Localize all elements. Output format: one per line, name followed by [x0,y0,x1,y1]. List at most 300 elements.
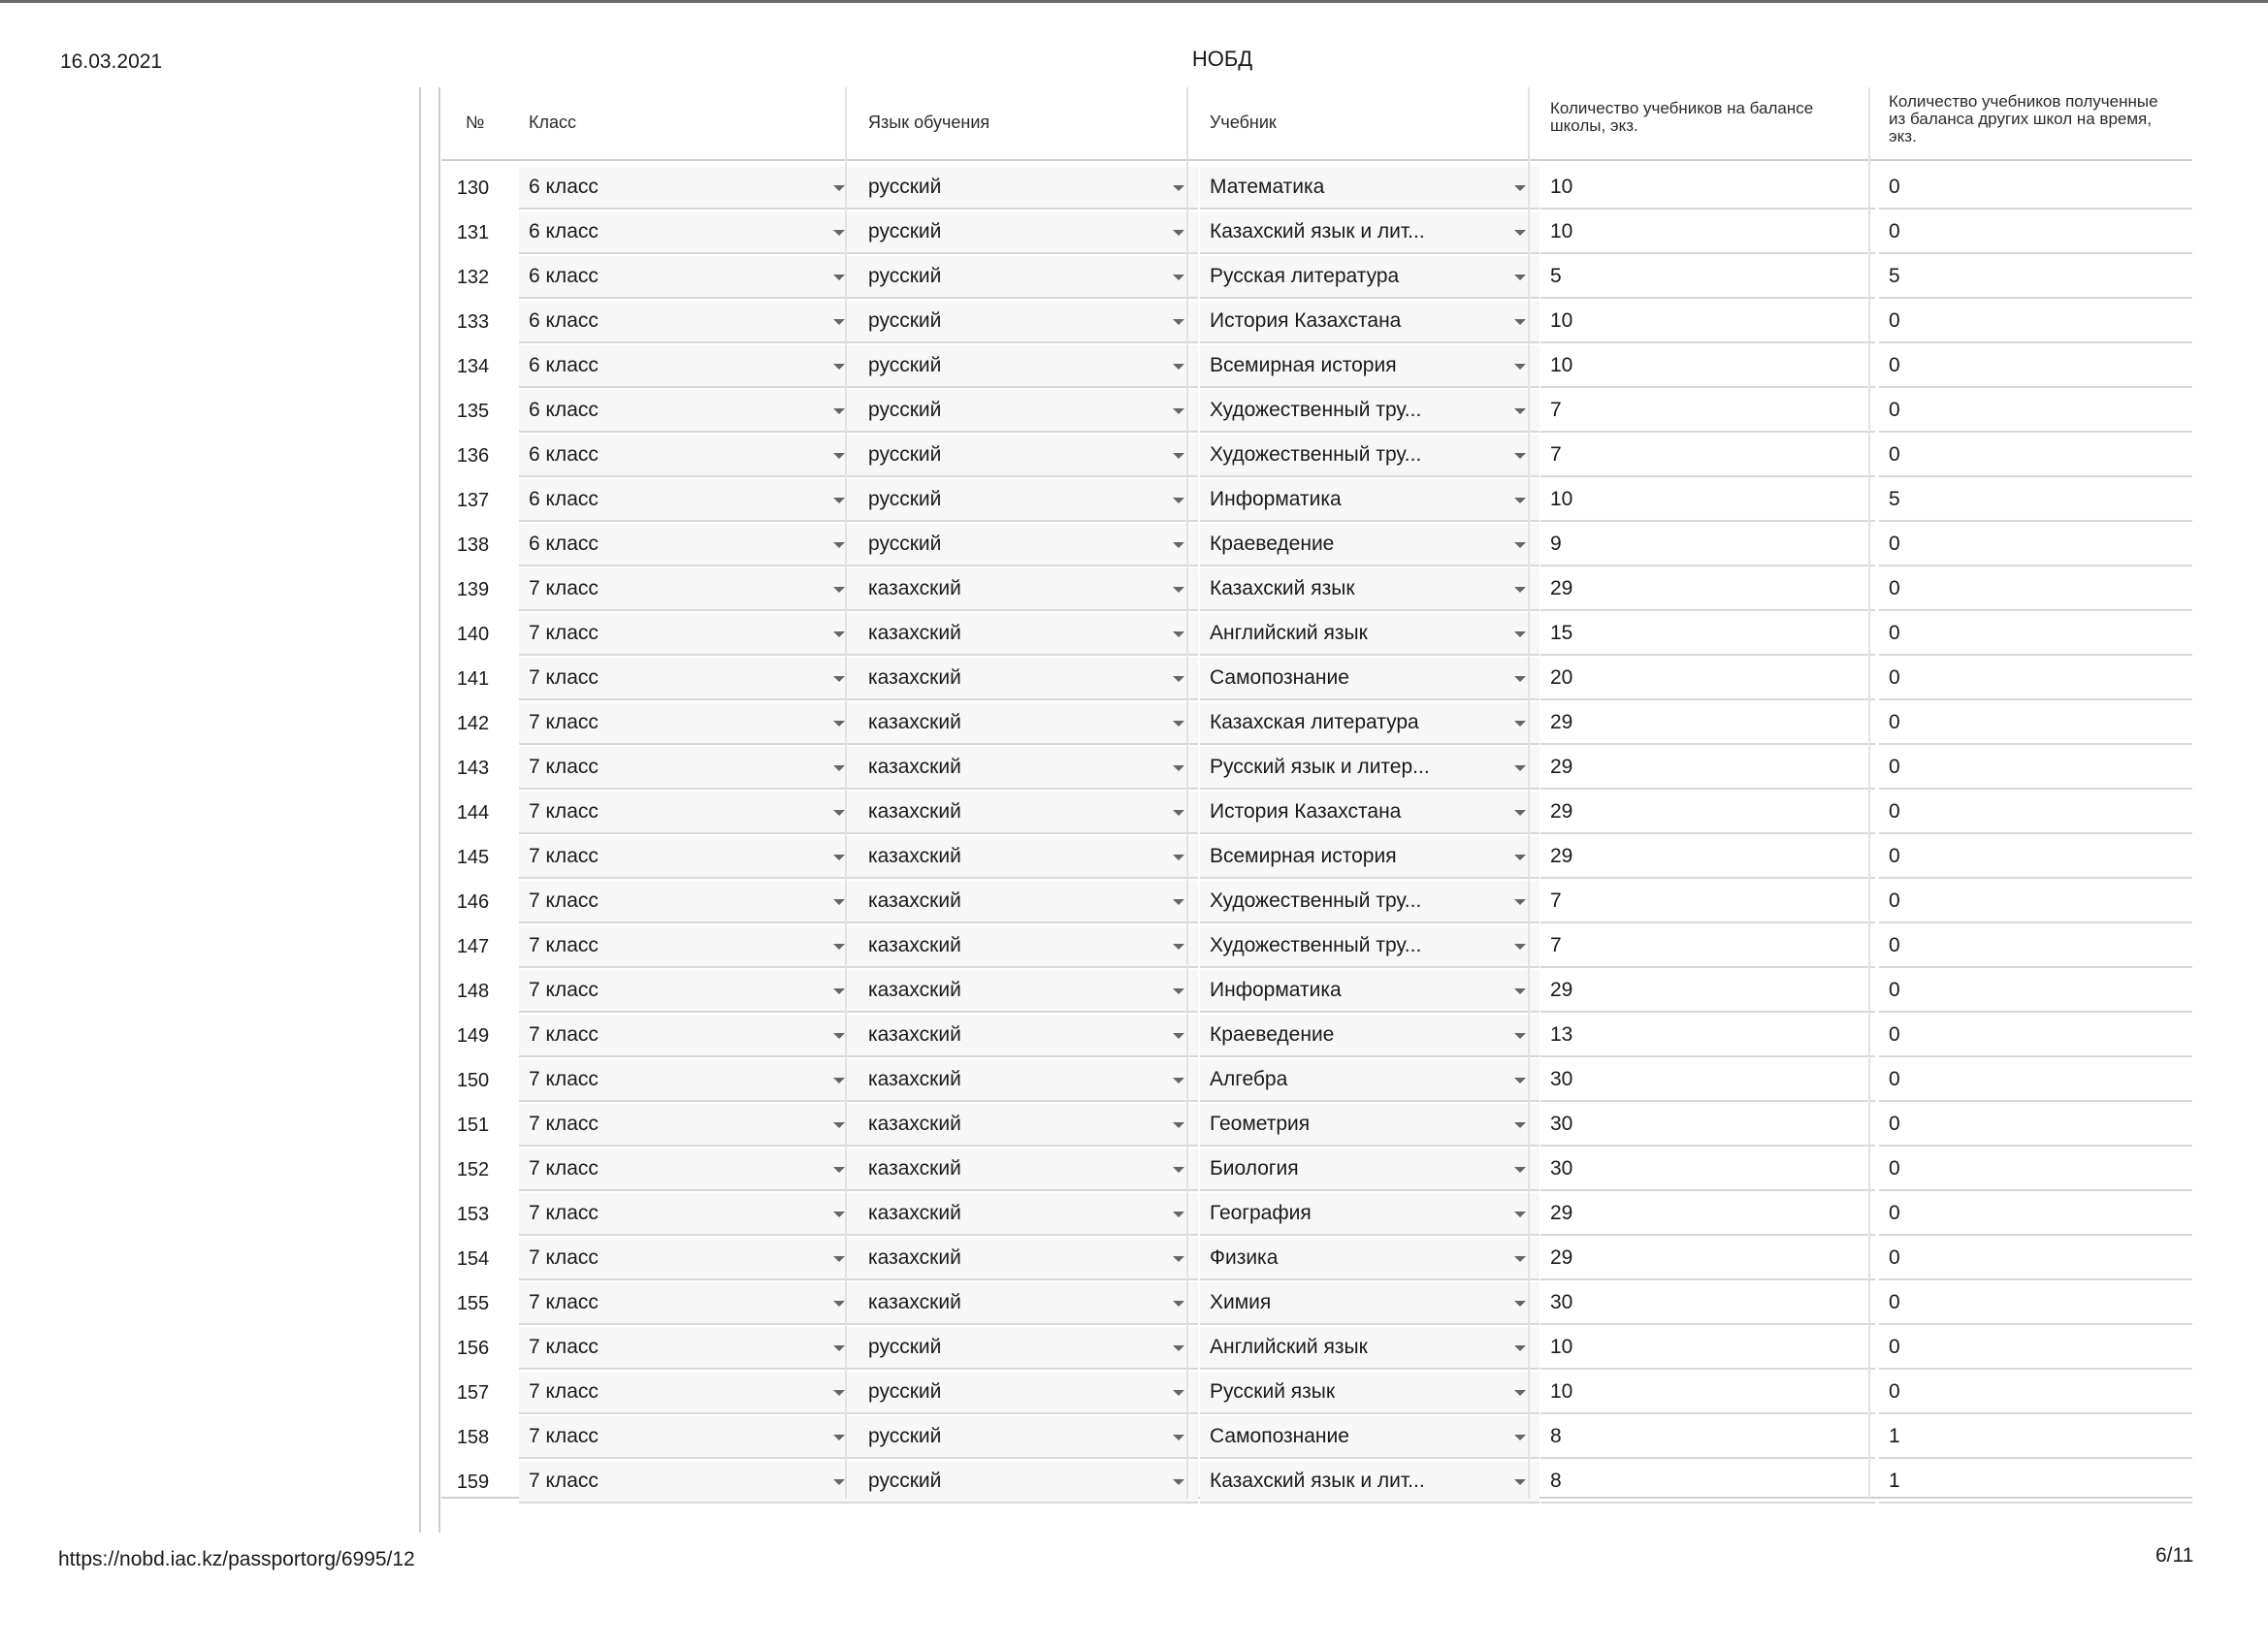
class-select-value: 7 класс [529,889,599,912]
language-select-value: русский [868,1470,942,1492]
borrowed-input[interactable]: 0 [1879,792,2192,834]
balance-input[interactable]: 15 [1540,613,1875,656]
textbook-select[interactable] [1200,524,1539,566]
borrowed-input[interactable]: 0 [1879,211,2192,254]
class-select-value: 7 класс [529,934,599,956]
language-select[interactable] [859,524,1198,566]
chevron-down-icon [1173,275,1184,280]
borrowed-input[interactable]: 0 [1879,390,2192,433]
class-select-value: 7 класс [529,1291,599,1313]
balance-input[interactable]: 10 [1540,1327,1875,1370]
class-select-value: 7 класс [529,979,599,1001]
language-select[interactable] [859,658,1198,700]
language-select-value: казахский [868,800,961,823]
chevron-down-icon [1173,1033,1184,1039]
class-select[interactable] [519,1461,859,1504]
balance-input[interactable]: 10 [1540,301,1875,343]
row-number: 157 [456,1381,490,1404]
table-row [441,970,2192,1015]
textbook-select[interactable] [1200,167,1539,210]
row-number: 138 [456,534,490,556]
chevron-down-icon [1514,364,1526,370]
class-select[interactable] [519,1059,859,1102]
col-header-borrowed [1889,85,2199,159]
borrowed-input[interactable]: 0 [1879,1193,2192,1236]
language-select[interactable] [859,345,1198,388]
class-select[interactable] [519,658,859,700]
language-select-value: казахский [868,1291,961,1313]
class-select-value: 6 класс [529,220,599,242]
class-select[interactable] [519,345,859,388]
chevron-down-icon [1173,721,1184,727]
borrowed-input[interactable]: 0 [1879,1238,2192,1280]
language-select-value: русский [868,354,942,376]
class-select[interactable] [519,792,859,834]
chevron-down-icon [1173,988,1184,994]
col-sep-4 [1868,87,1870,1499]
class-select[interactable] [519,1282,859,1325]
chevron-down-icon [833,275,845,280]
table-row [441,836,2192,881]
chevron-down-icon [833,1212,845,1217]
textbook-select[interactable] [1200,881,1539,923]
borrowed-input[interactable]: 0 [1879,301,2192,343]
textbook-select[interactable] [1200,1193,1539,1236]
class-select[interactable] [519,1327,859,1370]
chevron-down-icon [1173,587,1184,593]
table-row [441,1461,2192,1505]
chevron-down-icon [1173,1479,1184,1485]
balance-input[interactable]: 10 [1540,479,1875,522]
balance-input[interactable]: 29 [1540,792,1875,834]
balance-input[interactable]: 29 [1540,702,1875,745]
textbook-select-value: Химия [1210,1291,1272,1313]
chevron-down-icon [833,1435,845,1440]
table-row [441,1148,2192,1193]
col-sep-1 [845,87,847,1499]
chevron-down-icon [833,899,845,905]
borrowed-input[interactable]: 0 [1879,1327,2192,1370]
table-row [441,1193,2192,1238]
class-select-value: 6 класс [529,488,599,510]
class-select-value: 7 класс [529,1380,599,1403]
chevron-down-icon [1514,1301,1526,1307]
col-header-borrowed-line1: Количество учебников полученные [1889,92,2158,111]
language-select-value: русский [868,443,942,466]
class-select-value: 6 класс [529,399,599,421]
textbook-select[interactable] [1200,1372,1539,1414]
chevron-down-icon [1514,944,1526,950]
table-row [441,568,2192,613]
class-select[interactable] [519,1015,859,1057]
language-select[interactable] [859,1327,1198,1370]
chevron-down-icon [833,631,845,637]
balance-input[interactable]: 29 [1540,1238,1875,1280]
chevron-down-icon [833,1390,845,1396]
table-row [441,167,2192,211]
textbook-select-value: Русская литература [1210,265,1400,287]
language-select[interactable] [859,301,1198,343]
language-select[interactable] [859,836,1198,879]
language-select-value: русский [868,1336,942,1358]
class-select[interactable] [519,256,859,299]
language-select[interactable] [859,881,1198,923]
chevron-down-icon [1514,275,1526,280]
textbook-select-value: Информатика [1210,488,1342,510]
class-select[interactable] [519,970,859,1013]
balance-input[interactable]: 8 [1540,1461,1875,1504]
class-select-value: 6 класс [529,176,599,198]
textbook-select-value: Алгебра [1210,1068,1288,1090]
chevron-down-icon [1514,453,1526,459]
language-select-value: русский [868,533,942,555]
language-select[interactable] [859,479,1198,522]
textbook-select-value: Английский язык [1210,1336,1368,1358]
chevron-down-icon [1173,364,1184,370]
class-select[interactable] [519,1104,859,1147]
chevron-down-icon [1514,1033,1526,1039]
language-select[interactable] [859,1416,1198,1459]
table-row [441,1059,2192,1104]
class-select-value: 7 класс [529,1202,599,1224]
borrowed-input[interactable]: 0 [1879,881,2192,923]
borrowed-input[interactable]: 5 [1879,479,2192,522]
balance-input[interactable]: 7 [1540,881,1875,923]
language-select-value: русский [868,488,942,510]
borrowed-input[interactable]: 0 [1879,167,2192,210]
chevron-down-icon [833,1256,845,1262]
class-select[interactable] [519,568,859,611]
language-select[interactable] [859,792,1198,834]
class-select-value: 7 класс [529,622,599,644]
textbook-select[interactable] [1200,792,1539,834]
class-select-value: 6 класс [529,354,599,376]
language-select[interactable] [859,568,1198,611]
textbook-select[interactable] [1200,1238,1539,1280]
chevron-down-icon [1514,988,1526,994]
textbook-select[interactable] [1200,568,1539,611]
class-select-value: 7 класс [529,1157,599,1180]
borrowed-input[interactable]: 0 [1879,435,2192,477]
borrowed-input[interactable]: 0 [1879,970,2192,1013]
chevron-down-icon [1514,319,1526,325]
language-select[interactable] [859,1104,1198,1147]
class-select[interactable] [519,1372,859,1414]
textbook-select-value: Художественный тру... [1210,443,1422,466]
chevron-down-icon [833,1479,845,1485]
row-number: 149 [456,1024,490,1047]
textbook-select[interactable] [1200,658,1539,700]
textbook-select[interactable] [1200,211,1539,254]
textbook-select[interactable] [1200,970,1539,1013]
language-select-value: казахский [868,979,961,1001]
textbook-select[interactable] [1200,747,1539,790]
class-select[interactable] [519,390,859,433]
chevron-down-icon [1514,899,1526,905]
textbook-select[interactable] [1200,1148,1539,1191]
class-select-value: 7 класс [529,800,599,823]
class-select-value: 6 класс [529,443,599,466]
row-number: 154 [456,1247,490,1270]
borrowed-input[interactable]: 0 [1879,1148,2192,1191]
textbook-select[interactable] [1200,301,1539,343]
class-select-value: 7 класс [529,711,599,733]
chevron-down-icon [1514,1390,1526,1396]
balance-input[interactable]: 30 [1540,1148,1875,1191]
borrowed-input[interactable]: 0 [1879,1015,2192,1057]
textbook-select[interactable] [1200,1059,1539,1102]
language-select[interactable] [859,435,1198,477]
language-select-value: русский [868,176,942,198]
row-number: 133 [456,310,490,333]
balance-input[interactable]: 10 [1540,345,1875,388]
language-select[interactable] [859,702,1198,745]
chevron-down-icon [1173,453,1184,459]
language-select-value: казахский [868,622,961,644]
language-select[interactable] [859,211,1198,254]
class-select[interactable] [519,1193,859,1236]
textbook-select[interactable] [1200,256,1539,299]
class-select[interactable] [519,211,859,254]
borrowed-input[interactable]: 0 [1879,568,2192,611]
borrowed-input[interactable]: 1 [1879,1461,2192,1504]
table-row [441,1238,2192,1282]
language-select[interactable] [859,256,1198,299]
balance-input[interactable]: 29 [1540,747,1875,790]
table-row [441,1282,2192,1327]
textbook-select[interactable] [1200,390,1539,433]
table-row [441,1327,2192,1372]
class-select[interactable] [519,1148,859,1191]
textbook-select[interactable] [1200,1416,1539,1459]
textbook-select[interactable] [1200,613,1539,656]
textbook-select[interactable] [1200,1327,1539,1370]
language-select[interactable] [859,1282,1198,1325]
class-select[interactable] [519,747,859,790]
borrowed-input[interactable]: 5 [1879,256,2192,299]
borrowed-input[interactable]: 0 [1879,345,2192,388]
balance-input[interactable]: 30 [1540,1059,1875,1102]
chevron-down-icon [833,1167,845,1173]
textbook-select-value: Русский язык [1210,1380,1336,1403]
balance-input[interactable]: 10 [1540,1372,1875,1414]
balance-input[interactable]: 29 [1540,836,1875,879]
chevron-down-icon [833,408,845,414]
row-number: 147 [456,935,490,957]
col-header-balance-line2: школы, экз. [1550,116,1638,135]
chevron-down-icon [1173,1390,1184,1396]
textbook-select-value: Казахский язык [1210,577,1355,599]
chevron-down-icon [1173,765,1184,771]
textbook-select-value: Всемирная история [1210,845,1397,867]
textbook-select[interactable] [1200,345,1539,388]
class-select-value: 7 класс [529,1336,599,1358]
balance-input[interactable]: 8 [1540,1416,1875,1459]
balance-input[interactable]: 7 [1540,435,1875,477]
balance-input[interactable]: 5 [1540,256,1875,299]
chevron-down-icon [1173,230,1184,236]
class-select-value: 6 класс [529,265,599,287]
row-number: 153 [456,1203,490,1225]
row-number: 143 [456,757,490,779]
chevron-down-icon [1514,1078,1526,1083]
textbook-select-value: Русский язык и литер... [1210,756,1430,778]
language-select[interactable] [859,167,1198,210]
language-select[interactable] [859,747,1198,790]
language-select-value: казахский [868,1202,961,1224]
textbook-select[interactable] [1200,1461,1539,1504]
chevron-down-icon [1514,765,1526,771]
textbook-select[interactable] [1200,1015,1539,1057]
class-select[interactable] [519,1416,859,1459]
balance-input[interactable]: 7 [1540,925,1875,968]
class-select[interactable] [519,301,859,343]
borrowed-input[interactable]: 0 [1879,747,2192,790]
class-select-value: 7 класс [529,1470,599,1492]
language-select[interactable] [859,1193,1198,1236]
borrowed-input[interactable]: 0 [1879,1372,2192,1414]
class-select-value: 7 класс [529,666,599,689]
language-select[interactable] [859,970,1198,1013]
textbook-select[interactable] [1200,925,1539,968]
class-select[interactable] [519,1238,859,1280]
balance-input[interactable]: 9 [1540,524,1875,566]
chevron-down-icon [1514,1256,1526,1262]
class-select[interactable] [519,881,859,923]
language-select-value: казахский [868,577,961,599]
textbook-select[interactable] [1200,702,1539,745]
chevron-down-icon [1514,498,1526,503]
language-select[interactable] [859,1015,1198,1057]
borrowed-input[interactable]: 0 [1879,925,2192,968]
chevron-down-icon [1514,810,1526,816]
class-select[interactable] [519,167,859,210]
chevron-down-icon [1173,1301,1184,1307]
chevron-down-icon [1514,408,1526,414]
borrowed-input[interactable]: 1 [1879,1416,2192,1459]
language-select-value: русский [868,1425,942,1447]
textbook-select[interactable] [1200,479,1539,522]
page-title: НОБД [1191,47,1253,71]
language-select[interactable] [859,1238,1198,1280]
language-select[interactable] [859,1372,1198,1414]
language-select[interactable] [859,613,1198,656]
balance-input[interactable]: 10 [1540,167,1875,210]
textbook-select[interactable] [1200,1104,1539,1147]
balance-input[interactable]: 30 [1540,1104,1875,1147]
language-select-value: русский [868,1380,942,1403]
language-select-value: русский [868,220,942,242]
textbook-select[interactable] [1200,1282,1539,1325]
language-select-value: казахский [868,711,961,733]
balance-input[interactable]: 20 [1540,658,1875,700]
table-row [441,925,2192,970]
class-select[interactable] [519,613,859,656]
chevron-down-icon [1514,676,1526,682]
class-select[interactable] [519,836,859,879]
chevron-down-icon [833,185,845,191]
chevron-down-icon [833,944,845,950]
balance-input[interactable]: 30 [1540,1282,1875,1325]
balance-input[interactable]: 10 [1540,211,1875,254]
table-row [441,301,2192,345]
row-number: 140 [456,623,490,645]
chevron-down-icon [833,676,845,682]
col-sep-2 [1186,87,1188,1499]
borrowed-input[interactable]: 0 [1879,524,2192,566]
language-select[interactable] [859,1148,1198,1191]
textbook-select[interactable] [1200,836,1539,879]
balance-input[interactable]: 13 [1540,1015,1875,1057]
class-select[interactable] [519,702,859,745]
textbook-select-value: Английский язык [1210,622,1368,644]
table-row [441,613,2192,658]
table-row [441,1104,2192,1148]
balance-input[interactable]: 29 [1540,568,1875,611]
chevron-down-icon [1173,1122,1184,1128]
borrowed-input[interactable]: 0 [1879,1282,2192,1325]
borrowed-input[interactable]: 0 [1879,1059,2192,1102]
language-select[interactable] [859,1059,1198,1102]
chevron-down-icon [1514,631,1526,637]
balance-input[interactable]: 29 [1540,970,1875,1013]
textbook-select[interactable] [1200,435,1539,477]
language-select[interactable] [859,390,1198,433]
chevron-down-icon [1514,230,1526,236]
language-select-value: казахский [868,756,961,778]
language-select[interactable] [859,925,1198,968]
chevron-down-icon [833,587,845,593]
language-select-value: казахский [868,1113,961,1135]
left-border-line-inner [438,87,440,1533]
borrowed-input[interactable]: 0 [1879,658,2192,700]
scan-top-edge [0,0,2268,3]
row-number: 158 [456,1426,490,1448]
row-number: 142 [456,712,490,734]
class-select[interactable] [519,479,859,522]
borrowed-input[interactable]: 0 [1879,613,2192,656]
textbook-select-value: Краеведение [1210,1023,1335,1046]
row-number: 145 [456,846,490,868]
chevron-down-icon [833,230,845,236]
col-header-textbook: Учебник [1210,113,1277,132]
chevron-down-icon [833,1122,845,1128]
language-select[interactable] [859,1461,1198,1504]
balance-input[interactable]: 29 [1540,1193,1875,1236]
col-sep-3 [1528,87,1530,1499]
chevron-down-icon [833,1078,845,1083]
table-row [441,702,2192,747]
class-select[interactable] [519,435,859,477]
class-select[interactable] [519,925,859,968]
class-select-value: 7 класс [529,1068,599,1090]
borrowed-input[interactable]: 0 [1879,836,2192,879]
chevron-down-icon [1514,721,1526,727]
chevron-down-icon [833,319,845,325]
chevron-down-icon [1514,542,1526,548]
balance-input[interactable]: 7 [1540,390,1875,433]
borrowed-input[interactable]: 0 [1879,1104,2192,1147]
col-header-balance [1550,85,1870,159]
textbook-table [441,85,2192,1505]
chevron-down-icon [1173,1212,1184,1217]
row-number: 141 [456,667,490,690]
chevron-down-icon [833,988,845,994]
col-header-borrowed-line3: экз. [1889,127,1917,146]
class-select[interactable] [519,524,859,566]
borrowed-input[interactable]: 0 [1879,702,2192,745]
table-row [441,479,2192,524]
